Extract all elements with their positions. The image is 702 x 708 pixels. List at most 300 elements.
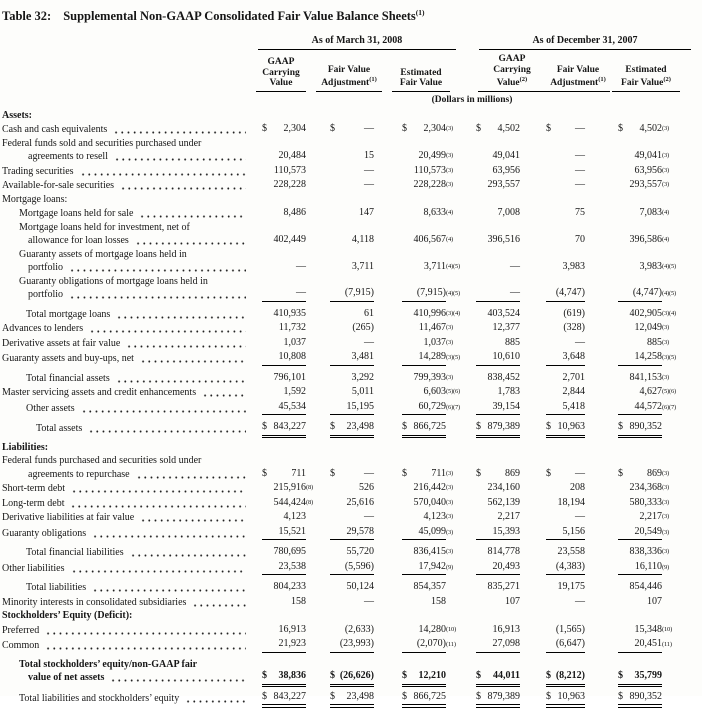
cell-value: 20,493 bbox=[492, 560, 520, 572]
cell-value: 2,844 bbox=[562, 386, 585, 398]
value-cell bbox=[446, 385, 520, 400]
footnote-marker: (4)(5) bbox=[446, 290, 460, 298]
value-cell bbox=[446, 481, 520, 496]
footnote-marker: (3) bbox=[446, 498, 453, 506]
dot-leader bbox=[138, 207, 246, 221]
row-label bbox=[2, 137, 252, 164]
footnote-marker: (3) bbox=[446, 548, 453, 556]
value-cell bbox=[252, 122, 306, 137]
currency-symbol: $ bbox=[402, 690, 407, 702]
cell-value: 23,558 bbox=[557, 546, 585, 558]
cell-value: 838,452 bbox=[487, 371, 520, 383]
table-row bbox=[2, 510, 702, 525]
value-cell bbox=[585, 481, 669, 496]
row-label bbox=[2, 639, 252, 653]
cell-value: — bbox=[575, 595, 585, 607]
cell-value: 780,695 bbox=[273, 546, 306, 558]
table-row bbox=[2, 623, 702, 638]
dot-leader bbox=[68, 288, 246, 302]
value-cell bbox=[252, 385, 306, 400]
row-label-text: Preferred bbox=[2, 624, 40, 636]
value-cell bbox=[585, 545, 669, 560]
cell-value: 3,711 bbox=[351, 261, 374, 273]
value-cell bbox=[374, 371, 453, 386]
value-cell bbox=[306, 206, 374, 221]
row-label-line2: value of net assets bbox=[28, 672, 105, 684]
currency-symbol: $ bbox=[476, 421, 481, 433]
cell-value: 8,633 bbox=[423, 207, 446, 219]
footnote-marker: (3) bbox=[446, 181, 453, 189]
cell-value: — bbox=[575, 123, 585, 135]
value-cell bbox=[585, 669, 662, 685]
footnote-marker: (4) bbox=[662, 209, 669, 217]
footnote-marker: (3) bbox=[662, 181, 669, 189]
cell-value: 35,799 bbox=[634, 670, 662, 682]
row-label bbox=[2, 692, 252, 706]
cell-value: — bbox=[510, 287, 520, 299]
value-cell bbox=[446, 260, 520, 275]
value-cell bbox=[252, 149, 306, 164]
row-label-text: Other liabilities bbox=[2, 562, 65, 574]
value-cell bbox=[252, 178, 306, 193]
currency-symbol: $ bbox=[476, 123, 481, 135]
cell-value: 45,534 bbox=[278, 400, 306, 412]
table-row bbox=[2, 321, 702, 336]
value-cell bbox=[374, 545, 453, 560]
value-cell bbox=[585, 560, 669, 576]
cell-value: 580,333 bbox=[629, 496, 662, 508]
dot-leader bbox=[134, 234, 246, 248]
value-cell bbox=[520, 580, 585, 595]
cell-value: 410,996 bbox=[413, 307, 446, 319]
column-header-line: Fair Value bbox=[399, 78, 443, 89]
value-cell bbox=[520, 510, 585, 525]
currency-symbol: $ bbox=[402, 467, 407, 479]
dot-leader bbox=[44, 624, 246, 638]
value-cell bbox=[446, 623, 520, 638]
value-cell bbox=[374, 623, 457, 638]
table-row bbox=[2, 385, 702, 400]
cell-value: 216,442 bbox=[413, 482, 446, 494]
row-label bbox=[2, 165, 252, 179]
cell-value: 11,732 bbox=[278, 322, 306, 334]
value-cell bbox=[585, 336, 669, 351]
cell-value: 15,521 bbox=[278, 525, 306, 537]
cell-value: — bbox=[364, 595, 374, 607]
cell-value: (6,647) bbox=[555, 638, 585, 650]
cell-value: (4,747) bbox=[632, 287, 662, 299]
cell-value: 107 bbox=[647, 595, 662, 607]
value-cell bbox=[252, 545, 306, 560]
cell-value: 799,393 bbox=[413, 371, 446, 383]
footnote-marker: (10) bbox=[446, 625, 457, 633]
cell-value: — bbox=[575, 179, 585, 191]
table-row bbox=[2, 525, 702, 541]
value-cell bbox=[374, 178, 453, 193]
cell-value: (8,212) bbox=[555, 670, 585, 682]
row-label-text: Long-term debt bbox=[2, 497, 65, 509]
cell-value: 11,467 bbox=[418, 322, 446, 334]
footnote-marker: (3) bbox=[446, 166, 453, 174]
value-cell bbox=[520, 307, 585, 322]
value-cell bbox=[585, 149, 669, 164]
column-header bbox=[256, 57, 306, 92]
dot-leader bbox=[68, 261, 246, 275]
value-cell bbox=[374, 580, 446, 595]
cell-value: 63,956 bbox=[634, 164, 662, 176]
cell-value: 836,415 bbox=[413, 546, 446, 558]
table-row bbox=[2, 545, 702, 560]
cell-value: 854,446 bbox=[629, 581, 662, 593]
cell-value: — bbox=[575, 467, 585, 479]
row-label-text: Guaranty assets and buy-ups, net bbox=[2, 353, 134, 365]
cell-value: 4,627 bbox=[639, 386, 662, 398]
cell-value: 866,725 bbox=[413, 421, 446, 433]
value-cell bbox=[585, 595, 662, 610]
cell-value: 17,942 bbox=[418, 560, 446, 572]
cell-value: 293,557 bbox=[629, 179, 662, 191]
cell-value: 1,037 bbox=[423, 336, 446, 348]
cell-value: 215,916 bbox=[273, 482, 306, 494]
cell-value: (328) bbox=[563, 322, 585, 334]
value-cell bbox=[520, 206, 585, 221]
row-label-text: Total liabilities bbox=[26, 582, 87, 594]
cell-value: 228,228 bbox=[273, 179, 306, 191]
row-label bbox=[2, 511, 252, 525]
column-group-march-2008 bbox=[258, 35, 456, 50]
value-cell bbox=[374, 260, 460, 275]
row-label-text: Other assets bbox=[26, 402, 75, 414]
footnote-marker: (6)(7) bbox=[662, 403, 676, 411]
row-label bbox=[2, 221, 252, 248]
cell-value: 814,778 bbox=[487, 546, 520, 558]
footnote-marker: (2) bbox=[519, 76, 528, 84]
cell-value: 711 bbox=[291, 467, 306, 479]
footnote-marker: (3) bbox=[662, 498, 669, 506]
cell-value: — bbox=[364, 467, 374, 479]
value-cell bbox=[306, 510, 374, 525]
cell-value: 228,228 bbox=[413, 179, 446, 191]
row-label-line1: Federal funds sold and securities purchased under bbox=[2, 137, 202, 149]
value-cell bbox=[374, 467, 453, 482]
value-cell bbox=[585, 690, 662, 706]
value-cell bbox=[585, 321, 669, 336]
row-label-text: Derivative assets at fair value bbox=[2, 337, 121, 349]
footnote-marker: (3) bbox=[446, 528, 453, 536]
cell-value: 23,498 bbox=[346, 690, 374, 702]
cell-value: 6,603 bbox=[423, 386, 446, 398]
footnote-marker: (3) bbox=[662, 548, 669, 556]
value-cell bbox=[446, 178, 520, 193]
footnote-marker: (3) bbox=[446, 469, 453, 477]
row-label bbox=[2, 275, 252, 302]
value-cell bbox=[520, 481, 585, 496]
row-label-line1: Guaranty assets of mortgage loans held in bbox=[19, 248, 187, 260]
value-cell bbox=[520, 336, 585, 351]
dot-leader bbox=[191, 596, 246, 610]
cell-value: 21,923 bbox=[278, 638, 306, 650]
row-label bbox=[2, 248, 252, 275]
currency-symbol: $ bbox=[330, 670, 335, 682]
cell-value: 61 bbox=[364, 307, 374, 319]
cell-value: 2,304 bbox=[423, 123, 446, 135]
value-cell bbox=[585, 496, 669, 511]
row-label bbox=[2, 609, 662, 623]
column-header-line: Fair Value bbox=[327, 64, 371, 75]
currency-symbol: $ bbox=[402, 123, 407, 135]
cell-value: 3,983 bbox=[562, 261, 585, 273]
row-label-text: Common bbox=[2, 640, 40, 652]
value-cell bbox=[374, 385, 460, 400]
value-cell bbox=[306, 178, 374, 193]
value-cell bbox=[520, 545, 585, 560]
value-cell bbox=[585, 420, 662, 436]
value-cell bbox=[446, 560, 520, 576]
value-cell bbox=[520, 637, 585, 653]
value-cell bbox=[446, 510, 520, 525]
value-cell bbox=[374, 149, 453, 164]
cell-value: 23,498 bbox=[346, 421, 374, 433]
value-cell bbox=[520, 400, 585, 416]
cell-value: 50,124 bbox=[346, 581, 374, 593]
row-label-line1: Mortgage loans held for investment, net of bbox=[19, 221, 190, 233]
value-cell bbox=[374, 122, 453, 137]
cell-value: 4,502 bbox=[639, 123, 662, 135]
dot-leader bbox=[80, 402, 246, 416]
footnote-marker: (3) bbox=[446, 125, 453, 133]
cell-value: (23,993) bbox=[339, 638, 374, 650]
dot-leader bbox=[113, 150, 246, 164]
value-cell bbox=[520, 525, 585, 541]
value-cell bbox=[520, 164, 585, 179]
cell-value: 1,037 bbox=[283, 336, 306, 348]
cell-value: 8,486 bbox=[283, 207, 306, 219]
value-cell bbox=[252, 400, 306, 416]
cell-value: 3,292 bbox=[351, 371, 374, 383]
table-row bbox=[2, 658, 702, 685]
value-cell bbox=[446, 637, 520, 653]
value-cell bbox=[374, 164, 453, 179]
dot-leader bbox=[88, 322, 246, 336]
cell-value: 396,516 bbox=[487, 234, 520, 246]
cell-value: 20,499 bbox=[418, 150, 446, 162]
currency-symbol: $ bbox=[546, 421, 551, 433]
cell-value: 396,586 bbox=[629, 234, 662, 246]
cell-value: 147 bbox=[359, 207, 374, 219]
cell-value: 10,963 bbox=[557, 690, 585, 702]
cell-value: 2,217 bbox=[639, 511, 662, 523]
row-label bbox=[2, 454, 252, 481]
cell-value: 2,304 bbox=[283, 123, 306, 135]
value-cell bbox=[585, 385, 676, 400]
table-row bbox=[2, 248, 702, 275]
row-label-text: Trading securities bbox=[2, 165, 74, 177]
row-label bbox=[2, 308, 252, 322]
footnote-marker: (3) bbox=[446, 338, 453, 346]
value-cell bbox=[520, 496, 585, 511]
value-cell bbox=[306, 420, 374, 436]
footnote-marker: (3) bbox=[446, 373, 453, 381]
value-cell bbox=[520, 385, 585, 400]
row-label-line2: portfolio bbox=[28, 262, 63, 274]
cell-value: (619) bbox=[563, 307, 585, 319]
table-row bbox=[2, 350, 702, 366]
section-label: Liabilities: bbox=[2, 441, 49, 453]
cell-value: 16,913 bbox=[278, 623, 306, 635]
row-label-text: Short-term debt bbox=[2, 483, 66, 495]
cell-value: 3,481 bbox=[351, 351, 374, 363]
currency-symbol: $ bbox=[546, 670, 551, 682]
value-cell bbox=[585, 400, 676, 416]
cell-value: 879,389 bbox=[487, 690, 520, 702]
value-cell bbox=[306, 385, 374, 400]
cell-value: — bbox=[575, 150, 585, 162]
currency-symbol: $ bbox=[262, 123, 267, 135]
cell-value: 838,336 bbox=[629, 546, 662, 558]
value-cell bbox=[446, 420, 520, 436]
table-row bbox=[2, 275, 702, 302]
footnote-marker: (10) bbox=[662, 625, 673, 633]
value-cell bbox=[446, 496, 520, 511]
row-label-line1: Total stockholders’ equity/non-GAAP fair bbox=[19, 658, 198, 670]
cell-value: 234,160 bbox=[487, 482, 520, 494]
dot-leader bbox=[139, 511, 246, 525]
row-label-text: Minority interests in consolidated subsidiaries bbox=[2, 596, 187, 608]
cell-value: 879,389 bbox=[487, 421, 520, 433]
value-cell bbox=[306, 164, 374, 179]
row-label-text: Advances to lenders bbox=[2, 323, 84, 335]
dot-leader bbox=[69, 497, 246, 511]
cell-value: 3,648 bbox=[562, 351, 585, 363]
cell-value: (4,383) bbox=[555, 560, 585, 572]
footnote-marker: (4)(5) bbox=[662, 290, 676, 298]
cell-value: 843,227 bbox=[273, 690, 306, 702]
cell-value: 4,502 bbox=[497, 123, 520, 135]
value-cell bbox=[252, 286, 306, 302]
value-cell bbox=[585, 580, 662, 595]
value-cell bbox=[306, 307, 374, 322]
value-cell bbox=[374, 481, 453, 496]
footnote-marker: (3) bbox=[662, 166, 669, 174]
cell-value: 110,573 bbox=[413, 164, 446, 176]
row-label-line1: Guaranty obligations of mortgage loans held in bbox=[19, 275, 208, 287]
row-label-text: Guaranty obligations bbox=[2, 527, 87, 539]
dot-leader bbox=[91, 527, 246, 541]
value-cell bbox=[585, 206, 669, 221]
cell-value: 15,195 bbox=[346, 400, 374, 412]
cell-value: 38,836 bbox=[278, 670, 306, 682]
row-label-text: Total financial liabilities bbox=[26, 547, 124, 559]
footnote-marker: (3) bbox=[662, 469, 669, 477]
footnote-marker: (4) bbox=[662, 236, 669, 244]
dot-leader bbox=[139, 352, 246, 366]
value-cell bbox=[446, 400, 520, 416]
value-cell bbox=[446, 336, 520, 351]
dot-leader bbox=[184, 692, 246, 706]
cell-value: — bbox=[575, 511, 585, 523]
value-cell bbox=[585, 371, 669, 386]
currency-symbol: $ bbox=[546, 467, 551, 479]
cell-value: 406,567 bbox=[413, 234, 446, 246]
cell-value: 2,701 bbox=[562, 371, 585, 383]
value-cell bbox=[306, 336, 374, 351]
dot-leader bbox=[135, 468, 246, 482]
cell-value: 3,711 bbox=[423, 261, 446, 273]
value-cell bbox=[446, 122, 520, 137]
section-label: Assets: bbox=[2, 109, 32, 121]
table-row bbox=[2, 560, 702, 576]
table-row bbox=[2, 400, 702, 416]
dot-leader bbox=[44, 639, 246, 653]
column-header-line: Fair Value bbox=[556, 64, 600, 75]
section-header-row bbox=[2, 193, 702, 207]
value-cell bbox=[374, 496, 453, 511]
cell-value: 60,729 bbox=[418, 400, 446, 412]
cell-value: 12,049 bbox=[634, 322, 662, 334]
cell-value: 890,352 bbox=[629, 421, 662, 433]
cell-value: (4,747) bbox=[555, 287, 585, 299]
value-cell bbox=[374, 307, 460, 322]
footnote-marker: (2) bbox=[663, 76, 671, 84]
currency-symbol: $ bbox=[618, 690, 623, 702]
cell-value: 23,538 bbox=[278, 560, 306, 572]
row-label-text: Total liabilities and stockholders’ equity bbox=[19, 692, 180, 704]
table-row bbox=[2, 454, 702, 481]
cell-value: 45,099 bbox=[418, 525, 446, 537]
cell-value: 1,592 bbox=[283, 386, 306, 398]
cell-value: (2,070) bbox=[416, 638, 446, 650]
table-row bbox=[2, 178, 702, 193]
value-cell bbox=[446, 307, 520, 322]
cell-value: 402,449 bbox=[273, 234, 306, 246]
cell-value: 293,557 bbox=[487, 179, 520, 191]
value-cell bbox=[306, 545, 374, 560]
value-cell bbox=[252, 321, 306, 336]
value-cell bbox=[446, 321, 520, 336]
column-header-line: Value bbox=[496, 78, 520, 89]
currency-symbol: $ bbox=[262, 421, 267, 433]
value-cell bbox=[520, 286, 585, 302]
cell-value: — bbox=[575, 164, 585, 176]
row-label bbox=[2, 337, 252, 351]
row-label-text: Available-for-sale securities bbox=[2, 180, 115, 192]
cell-value: 234,368 bbox=[629, 482, 662, 494]
value-cell bbox=[306, 623, 374, 638]
cell-value: 410,935 bbox=[273, 307, 306, 319]
dot-leader bbox=[129, 546, 246, 560]
dot-leader bbox=[119, 179, 246, 193]
cell-value: 44,572 bbox=[634, 400, 662, 412]
value-cell bbox=[585, 350, 676, 366]
row-label bbox=[2, 372, 252, 386]
footnote-marker: (8) bbox=[306, 484, 313, 492]
cell-value: 869 bbox=[647, 467, 662, 479]
footnote-marker: (4)(5) bbox=[662, 263, 676, 271]
cell-value: 75 bbox=[575, 207, 585, 219]
row-label bbox=[2, 193, 662, 207]
column-header bbox=[478, 54, 546, 92]
currency-symbol: $ bbox=[618, 123, 623, 135]
value-cell bbox=[520, 260, 585, 275]
dot-leader bbox=[79, 165, 246, 179]
column-header-line: Value bbox=[269, 78, 293, 89]
cell-value: 15,393 bbox=[492, 525, 520, 537]
value-cell bbox=[446, 545, 520, 560]
section-label: Stockholders’ Equity (Deficit): bbox=[2, 610, 133, 622]
table-row bbox=[2, 481, 702, 496]
currency-symbol: $ bbox=[262, 670, 267, 682]
footnote-marker: (3) bbox=[662, 484, 669, 492]
